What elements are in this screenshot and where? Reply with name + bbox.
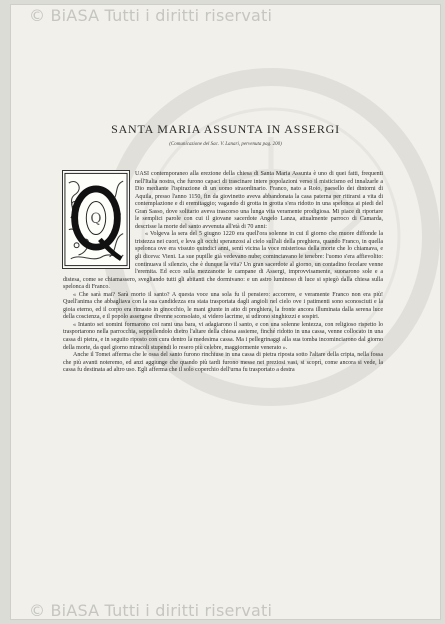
watermark-bottom: © BiASA Tutti i diritti riservati	[29, 601, 273, 620]
scanned-page	[10, 4, 441, 620]
paragraph-5: Anche il Tomei afferma che le ossa del santo furono rinchiuse in una cassa di pietra riposta sotto l'altare della cripta, nella fossa che più avanti noteremo, ed anzi aggiunge che quando più tardi furono messe nei preziosi vasi, si scoprì, come ancora si vede, la cassa fu destinata ad altro uso. Egli afferma che il solo coperchio dell'urna fu trasportato a destra	[63, 352, 383, 374]
article-body	[63, 171, 383, 375]
paragraph-3: « Che sarà mai? Sarà morto il santo? A questa voce una sola fu il pensiero: accorrere, e veramente Franco non era più! Quell'anima che abbagliava con la sua candidezza era stata trasportata dagli angioli nel cielo ove i patimenti sono sconosciuti e la gioia eterno, ed il corpo era rimasto in ginocchio, le mani giunte in atto di preghiera, la fronte ancora illuminata dalla serena luce della coscienza, e il popolo assergese divenne sconsolato, si videro lacrime, si udirono singhiozzi e sospiri.	[63, 291, 383, 321]
initial-letter-text: Q	[90, 210, 102, 227]
watermark-top: © BiASA Tutti i diritti riservati	[29, 6, 273, 25]
paragraph-2: « Volgeva la sera del 5 giugno 1220 era quell'ora solenne in cui il giorno che muore diffonde la tristezza nei cuori, e leva gli occhi speranzosi al cielo sull'ali della preghiera, quando Franco, in quella spelonca ove era vissuto quindici anni, sentì vicina la voce misteriosa della morte che lo chiamava, e gli diceva: Vieni. La sue pupille già vedevano nube; cominciavano le tenebre: l'uomo s'era affievolito: continuava il silenzio, che è dunque la vita? Un gran sacerdote al giorno, un contadino fecelare venne l'eremita. Ed ecco sulla mezzanotte le campane di Assergi, improvvisamente, suonarono sole e a distesa, come se chiamassero, svegliando tutti gli abitanti che dormivano: e un astro luminoso di luce si spiegò dalla chiesa sulla spelonca di Franco.	[63, 231, 383, 291]
article-subtitle: (Comunicazione del Sac. V. Lanari, pervenuta pag. 200)	[169, 142, 282, 147]
paragraph-1: UASI contemporaneo alla erezione della chiesa di Santa Maria Assunta è uno di quei fatti, frequenti nell'Italia nostra, che furono capaci di trascinare intere popolazioni verso il misticismo ed innalzarle a Dio mediante l'ispirazione di un uomo straordinario. Franco, nato a Roio, paesello dei dintorni di Aquila, presso l'anno 1150, fin da giovinetto aveva abbandonata la casa paterna per ritirarsi a vita di contemplazione e di eremitaggio; vagando di grotta in grotta s'era ridotto in una spelonca ai piedi del Gran Sasso, dove solitario aveva trascorso una lunga vita veramente prodigiosa. Mi piace di riportare le semplici parole con cui il giovane sacerdote Angelo Lanza, attualmente parroco di Camarda, descrisse la morte del santo avvenuta all'età di 70 anni:	[135, 171, 383, 230]
paragraph-4: « Intanto sei uomini formarono coi rami una bara, vi adagiarono il santo, e con una solenne lentezza, con religioso rispetto lo trasportarono nella parrocchia, seppellendolo dietro l'altare della chiesa assieme, finché ridotto in una cassa, venne collocato in una cassa di pietra, e in seguito riposto con cura dentro la medesima cassa. Ma i pellegrinaggi alla sua tomba incominciarono dal giorno della morte, da quel giorno miracoli stupendi lo resero più celebre, maggiormente venerato ».	[63, 321, 383, 351]
initial-spacer	[63, 171, 135, 270]
article-title: SANTA MARIA ASSUNTA IN ASSERGI	[111, 122, 340, 136]
